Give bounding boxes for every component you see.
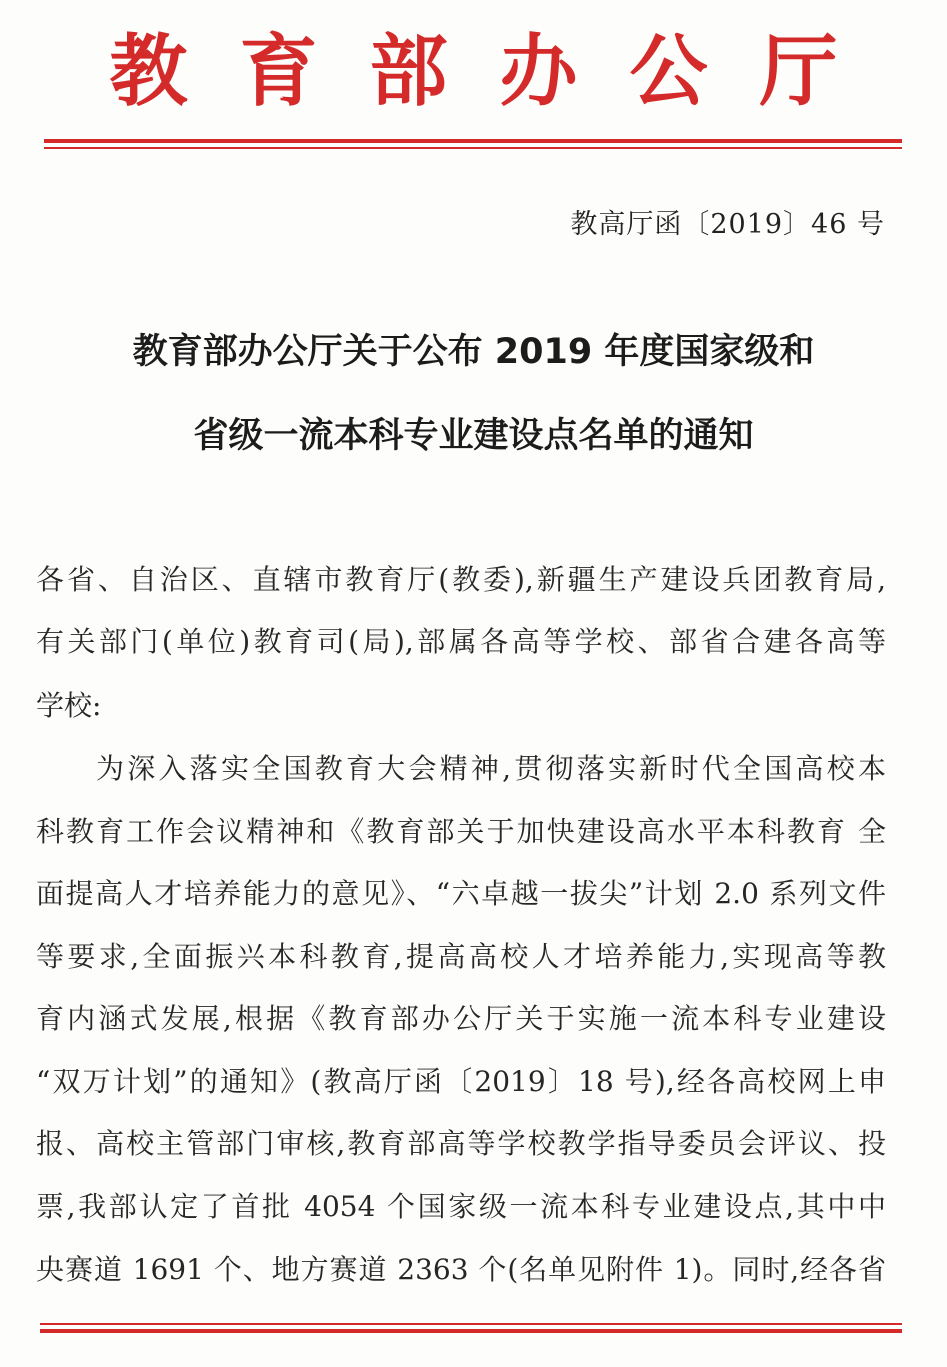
body-text-line: 报、高校主管部门审核,教育部高等学校教学指导委员会评议、投 — [36, 1127, 886, 1160]
body-text-line: 等要求,全面振兴本科教育,提高高校人才培养能力,实现高等教 — [36, 940, 886, 973]
masthead-red-rule — [44, 139, 902, 143]
document-title-line: 教育部办公厅关于公布 2019 年度国家级和 — [132, 332, 815, 372]
body-text-line: 票,我部认定了首批 4054 个国家级一流本科专业建设点,其中中 — [36, 1190, 886, 1223]
body-text-line: 各省、自治区、直辖市教育厅(教委),新疆生产建设兵团教育局, — [36, 563, 886, 596]
body-text-line: 育内涵式发展,根据《教育部办公厅关于实施一流本科专业建设 — [36, 1002, 886, 1035]
document-title-line: 省级一流本科专业建设点名单的通知 — [193, 416, 754, 456]
body-text-line: 科教育工作会议精神和《教育部关于加快建设高水平本科教育 全 — [36, 815, 886, 848]
body-text-line: 有关部门(单位)教育司(局),部属各高等学校、部省合建各高等 — [36, 625, 886, 658]
footer-red-rule — [40, 1329, 902, 1333]
masthead-red-rule-thin — [44, 147, 902, 149]
footer-red-rule-thin — [40, 1323, 902, 1325]
body-text-line: 为深入落实全国教育大会精神,贯彻落实新时代全国高校本 — [96, 752, 886, 785]
body-text-line: 面提高人才培养能力的意见》、“六卓越一拔尖”计划 2.0 系列文件 — [36, 877, 886, 910]
masthead-title: 教育部办公厅 — [109, 27, 890, 117]
body-text-line: “双万计划”的通知》(教高厅函〔2019〕18 号),经各高校网上申 — [36, 1065, 886, 1098]
document-number: 教高厅函〔2019〕46 号 — [570, 209, 885, 240]
body-text-line: 学校: — [36, 689, 102, 722]
body-text-line: 央赛道 1691 个、地方赛道 2363 个(名单见附件 1)。同时,经各省 — [36, 1253, 886, 1286]
